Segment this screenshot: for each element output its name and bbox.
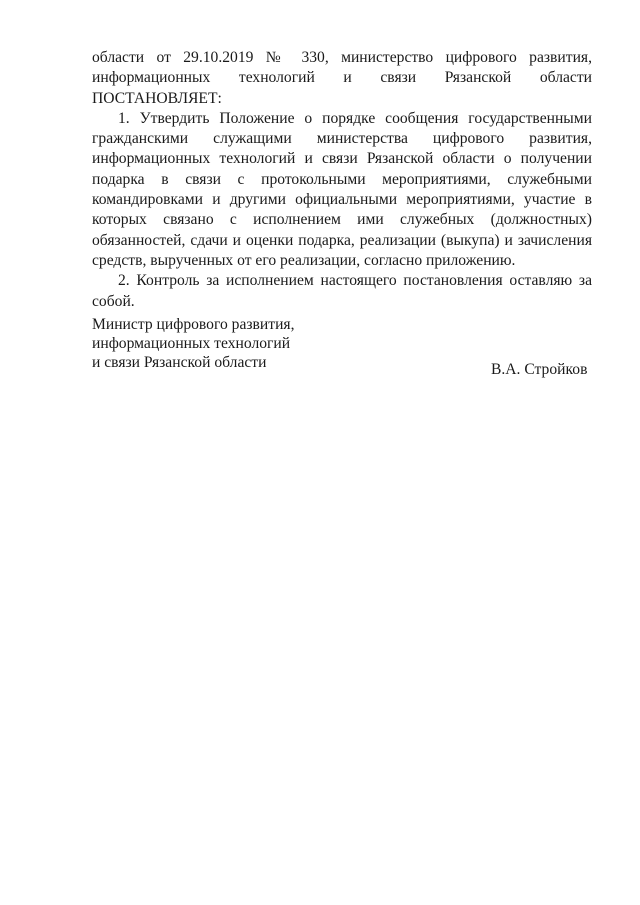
signatory-title-line: и связи Рязанской области [92, 354, 267, 371]
signatory-name: В.А. Стройков [491, 361, 588, 378]
clause-2-paragraph: 2. Контроль за исполнением настоящего постановления оставляю за собой. [92, 272, 592, 310]
intro-paragraph: области от 29.10.2019 № 330, министерство цифрового развития, информационных технологий и связи Рязанской области ПОСТАНОВЛЯЕТ: [92, 49, 592, 107]
signatory-title-line: Министр цифрового развития, [92, 316, 295, 333]
clause-1-paragraph: 1. Утвердить Положение о порядке сообщения государственными гражданскими служащими министерства цифрового развития, информационных технологий и связи Рязанской области о получении подарка в связи с протокольными мероприятиями, служебными командировками и другими официальными мероприятиями, участие в которых связано с исполнением ими служебных (должностных) обязанностей, сдачи и оценки подарка, реализации (выкупа) и зачисления средств, вырученных от его реализации, согласно приложению. [92, 109, 592, 269]
document-body [92, 48, 592, 312]
signatory-title [92, 315, 294, 372]
signatory-title-line: информационных технологий [92, 335, 291, 352]
